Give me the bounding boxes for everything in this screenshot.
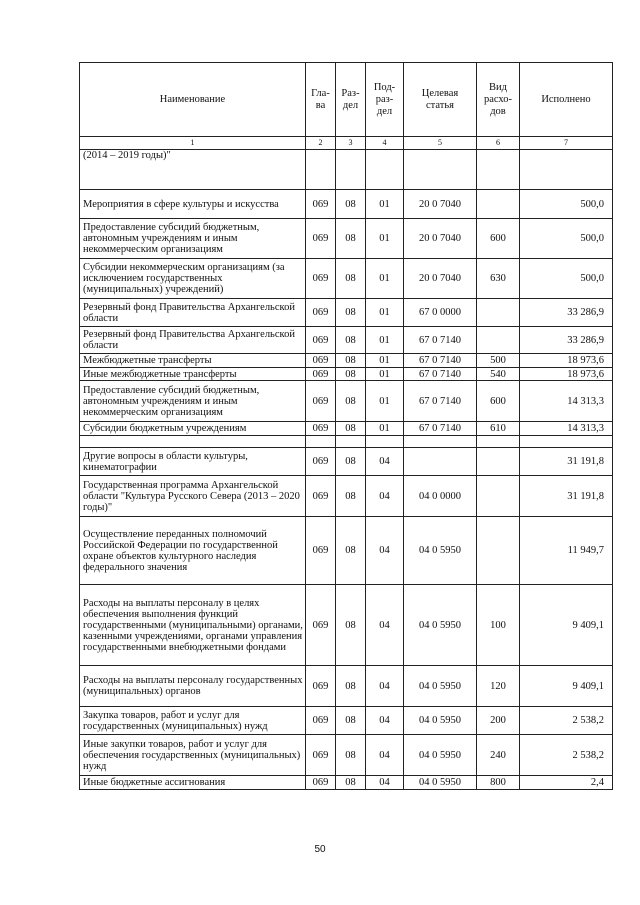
row-podrazdel: 04 — [366, 735, 404, 776]
row-target: 67 0 7140 — [404, 422, 477, 436]
row-glava: 069 — [306, 448, 336, 476]
row-name: Государственная программа Архангельской области "Культура Русского Севера (2013 – 2020 годы)" — [80, 476, 306, 517]
row-podrazdel: 01 — [366, 354, 404, 368]
row-glava: 069 — [306, 299, 336, 327]
row-glava: 069 — [306, 327, 336, 354]
row-name: Субсидии некоммерческим организациям (за исключением государственных (муниципальных) учреждений) — [80, 259, 306, 299]
row-razdel: 08 — [336, 368, 366, 381]
row-expense — [477, 190, 520, 219]
row-podrazdel — [366, 150, 404, 190]
row-razdel: 08 — [336, 354, 366, 368]
row-amount: 18 973,6 — [520, 368, 613, 381]
table-row — [80, 259, 613, 299]
row-expense: 600 — [477, 381, 520, 422]
row-podrazdel: 01 — [366, 259, 404, 299]
row-target: 20 0 7040 — [404, 219, 477, 259]
row-razdel: 08 — [336, 422, 366, 436]
row-amount: 2 538,2 — [520, 735, 613, 776]
row-podrazdel: 01 — [366, 368, 404, 381]
row-target: 67 0 7140 — [404, 354, 477, 368]
row-expense: 630 — [477, 259, 520, 299]
row-target: 04 0 5950 — [404, 776, 477, 790]
row-razdel: 08 — [336, 190, 366, 219]
row-name: Мероприятия в сфере культуры и искусства — [80, 190, 306, 219]
row-razdel: 08 — [336, 448, 366, 476]
row-name: Осуществление переданных полномочий Российской Федерации по государственной охране объектов культурного наследия федерального значения — [80, 517, 306, 585]
row-name: Другие вопросы в области культуры, кинематографии — [80, 448, 306, 476]
row-target: 67 0 0000 — [404, 299, 477, 327]
row-name: Закупка товаров, работ и услуг для государственных (муниципальных) нужд — [80, 707, 306, 735]
row-razdel: 08 — [336, 666, 366, 707]
row-razdel: 08 — [336, 707, 366, 735]
row-name: Предоставление субсидий бюджетным, автономным учреждениям и иным некоммерческим организациям — [80, 219, 306, 259]
row-podrazdel: 01 — [366, 381, 404, 422]
row-expense: 500 — [477, 354, 520, 368]
row-amount: 2,4 — [520, 776, 613, 790]
row-podrazdel: 01 — [366, 219, 404, 259]
row-name: Иные межбюджетные трансферты — [80, 368, 306, 381]
row-amount: 500,0 — [520, 190, 613, 219]
row-target: 20 0 7040 — [404, 259, 477, 299]
row-podrazdel: 01 — [366, 299, 404, 327]
row-name: (2014 – 2019 годы)" — [80, 150, 306, 190]
row-podrazdel: 04 — [366, 448, 404, 476]
row-razdel: 08 — [336, 259, 366, 299]
row-expense: 240 — [477, 735, 520, 776]
row-target: 04 0 5950 — [404, 585, 477, 666]
row-name: Расходы на выплаты персоналу государственных (муниципальных) органов — [80, 666, 306, 707]
row-glava: 069 — [306, 585, 336, 666]
row-amount — [520, 436, 613, 448]
row-name: Субсидии бюджетным учреждениям — [80, 422, 306, 436]
row-target: 20 0 7040 — [404, 190, 477, 219]
row-glava: 069 — [306, 381, 336, 422]
table-row — [80, 368, 613, 381]
table-row — [80, 190, 613, 219]
row-razdel: 08 — [336, 476, 366, 517]
row-glava — [306, 436, 336, 448]
row-glava: 069 — [306, 422, 336, 436]
row-amount: 14 313,3 — [520, 381, 613, 422]
table-row — [80, 219, 613, 259]
header-razdel: Раз- дел — [336, 63, 366, 137]
row-name: Иные закупки товаров, работ и услуг для обеспечения государственных (муниципальных) нужд — [80, 735, 306, 776]
row-expense — [477, 448, 520, 476]
column-number: 7 — [520, 137, 613, 150]
row-glava: 069 — [306, 354, 336, 368]
column-number: 4 — [366, 137, 404, 150]
table-row — [80, 666, 613, 707]
row-target: 04 0 5950 — [404, 735, 477, 776]
row-razdel: 08 — [336, 381, 366, 422]
row-glava: 069 — [306, 190, 336, 219]
row-amount — [520, 150, 613, 190]
header-podrazdel: Под- раз- дел — [366, 63, 404, 137]
row-podrazdel — [366, 436, 404, 448]
row-razdel — [336, 150, 366, 190]
column-number: 6 — [477, 137, 520, 150]
column-number: 2 — [306, 137, 336, 150]
row-podrazdel: 01 — [366, 327, 404, 354]
row-name: Предоставление субсидий бюджетным, автономным учреждениям и иным некоммерческим организациям — [80, 381, 306, 422]
row-podrazdel: 01 — [366, 190, 404, 219]
table-row — [80, 707, 613, 735]
row-razdel: 08 — [336, 327, 366, 354]
row-glava: 069 — [306, 517, 336, 585]
table-row — [80, 422, 613, 436]
table-row — [80, 476, 613, 517]
row-expense: 200 — [477, 707, 520, 735]
row-target: 67 0 7140 — [404, 327, 477, 354]
row-podrazdel: 04 — [366, 707, 404, 735]
table-row — [80, 299, 613, 327]
row-target — [404, 448, 477, 476]
column-number-row — [80, 137, 613, 150]
row-amount: 33 286,9 — [520, 327, 613, 354]
table-row — [80, 735, 613, 776]
row-name — [80, 436, 306, 448]
row-podrazdel: 04 — [366, 585, 404, 666]
table-row — [80, 150, 613, 190]
header-executed: Исполнено — [520, 63, 613, 137]
row-podrazdel: 04 — [366, 517, 404, 585]
row-expense — [477, 327, 520, 354]
row-amount: 500,0 — [520, 219, 613, 259]
row-amount: 2 538,2 — [520, 707, 613, 735]
table-row — [80, 776, 613, 790]
row-name: Резервный фонд Правительства Архангельской области — [80, 327, 306, 354]
row-expense: 610 — [477, 422, 520, 436]
header-target-article: Целевая статья — [404, 63, 477, 137]
header-glava: Гла- ва — [306, 63, 336, 137]
row-razdel: 08 — [336, 776, 366, 790]
table-row — [80, 448, 613, 476]
row-expense: 600 — [477, 219, 520, 259]
column-number: 1 — [80, 137, 306, 150]
table-row — [80, 381, 613, 422]
row-expense — [477, 476, 520, 517]
budget-table — [79, 62, 613, 790]
header-expense-type: Вид расхо- дов — [477, 63, 520, 137]
row-target: 67 0 7140 — [404, 368, 477, 381]
table-row — [80, 585, 613, 666]
row-amount: 9 409,1 — [520, 666, 613, 707]
row-target — [404, 150, 477, 190]
row-expense: 540 — [477, 368, 520, 381]
row-razdel: 08 — [336, 585, 366, 666]
row-expense — [477, 299, 520, 327]
row-amount: 31 191,8 — [520, 448, 613, 476]
row-glava: 069 — [306, 476, 336, 517]
row-podrazdel: 04 — [366, 776, 404, 790]
row-glava — [306, 150, 336, 190]
table-row — [80, 517, 613, 585]
row-glava: 069 — [306, 259, 336, 299]
row-glava: 069 — [306, 219, 336, 259]
row-glava: 069 — [306, 368, 336, 381]
row-target: 04 0 5950 — [404, 707, 477, 735]
row-name: Расходы на выплаты персоналу в целях обеспечения выполнения функций государственными (муниципальными) органами, казенными учреждениями, органами управления государственными внебюджетными фондами — [80, 585, 306, 666]
row-target: 04 0 5950 — [404, 517, 477, 585]
row-target: 04 0 5950 — [404, 666, 477, 707]
row-glava: 069 — [306, 776, 336, 790]
row-amount: 11 949,7 — [520, 517, 613, 585]
column-number: 3 — [336, 137, 366, 150]
row-glava: 069 — [306, 735, 336, 776]
row-target: 04 0 0000 — [404, 476, 477, 517]
row-razdel: 08 — [336, 735, 366, 776]
row-glava: 069 — [306, 666, 336, 707]
row-podrazdel: 04 — [366, 666, 404, 707]
row-podrazdel: 01 — [366, 422, 404, 436]
row-amount: 9 409,1 — [520, 585, 613, 666]
row-razdel: 08 — [336, 219, 366, 259]
row-expense — [477, 150, 520, 190]
header-name: Наименование — [80, 63, 306, 137]
table-row-spacer — [80, 436, 613, 448]
row-razdel: 08 — [336, 517, 366, 585]
row-expense: 800 — [477, 776, 520, 790]
table-row — [80, 354, 613, 368]
row-podrazdel: 04 — [366, 476, 404, 517]
row-amount: 33 286,9 — [520, 299, 613, 327]
row-target — [404, 436, 477, 448]
row-razdel — [336, 436, 366, 448]
row-glava: 069 — [306, 707, 336, 735]
row-amount: 31 191,8 — [520, 476, 613, 517]
row-expense — [477, 517, 520, 585]
table-row — [80, 327, 613, 354]
row-razdel: 08 — [336, 299, 366, 327]
row-expense — [477, 436, 520, 448]
row-expense: 120 — [477, 666, 520, 707]
row-name: Резервный фонд Правительства Архангельской области — [80, 299, 306, 327]
row-target: 67 0 7140 — [404, 381, 477, 422]
header-row — [80, 63, 613, 137]
row-name: Межбюджетные трансферты — [80, 354, 306, 368]
row-amount: 18 973,6 — [520, 354, 613, 368]
column-number: 5 — [404, 137, 477, 150]
row-amount: 14 313,3 — [520, 422, 613, 436]
row-expense: 100 — [477, 585, 520, 666]
row-name: Иные бюджетные ассигнования — [80, 776, 306, 790]
row-amount: 500,0 — [520, 259, 613, 299]
page-number: 50 — [314, 844, 326, 855]
